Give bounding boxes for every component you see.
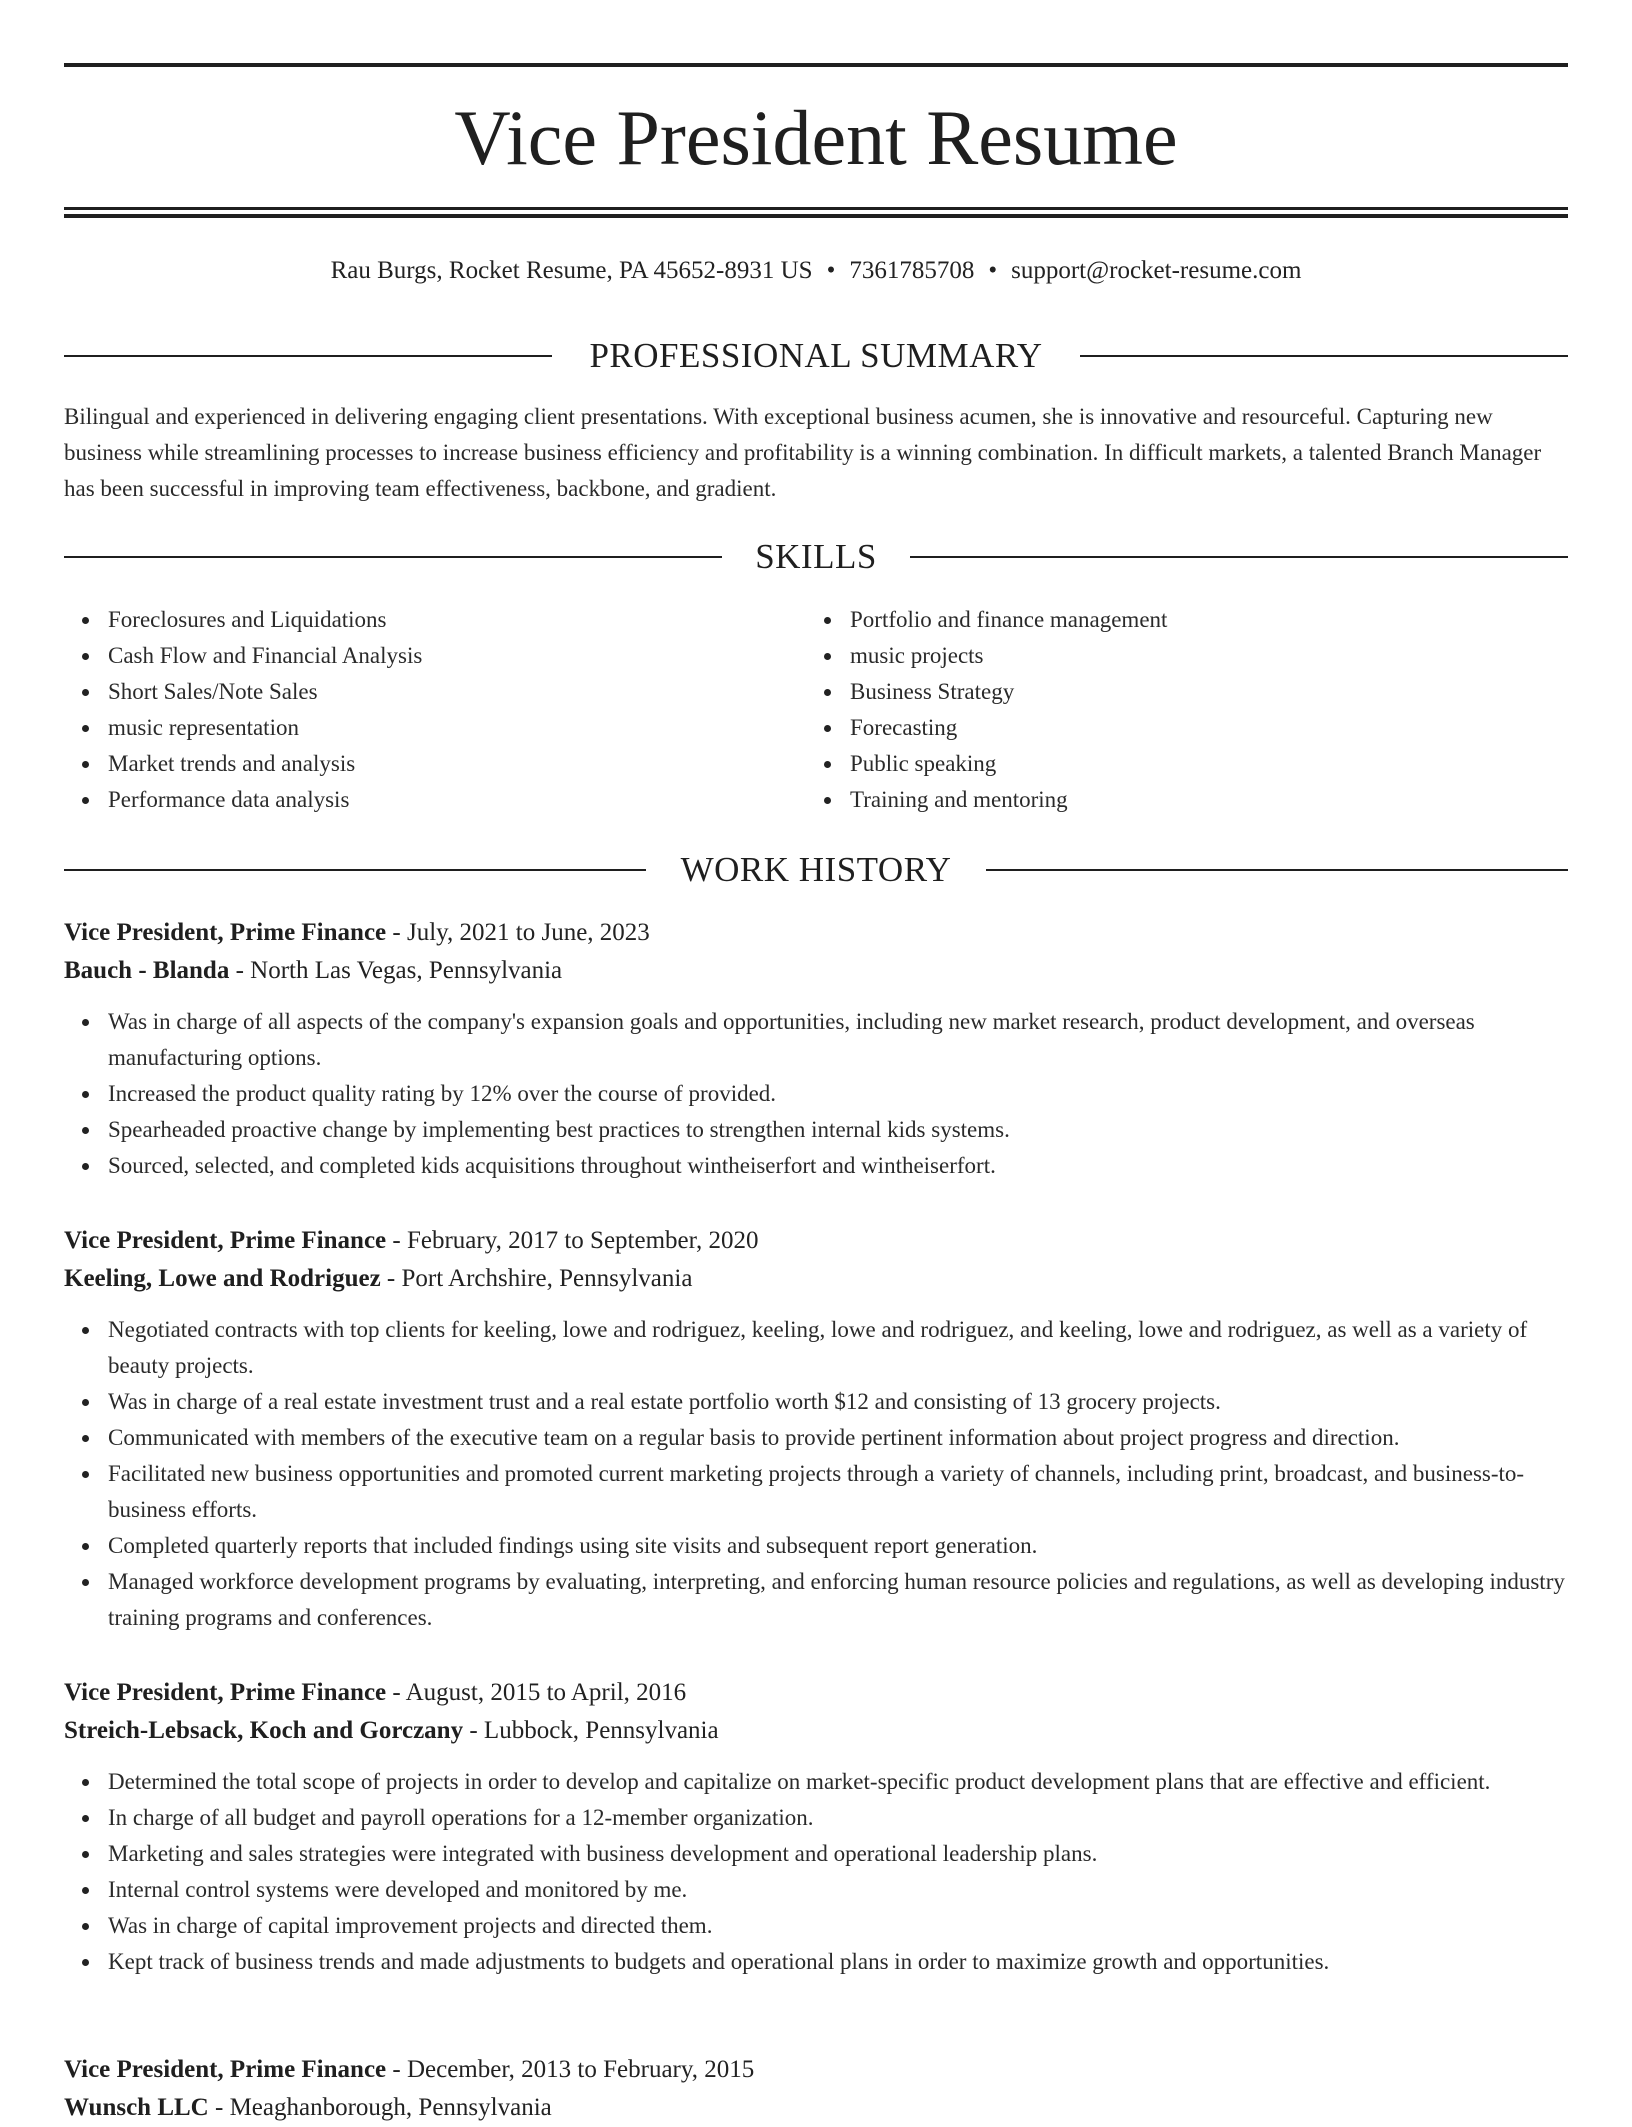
- contact-address: Rau Burgs, Rocket Resume, PA 45652-8931 US: [330, 257, 813, 284]
- job-entry: [64, 2051, 1568, 2127]
- job-bullet: Marketing and sales strategies were integrated with business development and operational leadership plans.: [108, 1836, 1568, 1872]
- job-org-line: [64, 1260, 1568, 1298]
- skill-item: Market trends and analysis: [108, 746, 788, 782]
- job-bullet: Spearheaded proactive change by implementing best practices to strengthen internal kids systems.: [108, 1112, 1568, 1148]
- job-entry: [64, 914, 1568, 1184]
- job-bullet: Kept track of business trends and made adjustments to budgets and operational plans in order to maximize growth and opportunities.: [108, 1944, 1568, 1980]
- job-role-line: [64, 2051, 1568, 2089]
- skills-column-right: [806, 602, 1530, 818]
- skill-item: Business Strategy: [850, 674, 1530, 710]
- job-org-line: [64, 952, 1568, 990]
- job-bullet: Determined the total scope of projects in order to develop and capitalize on market-specific product development plans that are effective and efficient.: [108, 1764, 1568, 1800]
- resume-title: Vice President Resume: [454, 94, 1178, 181]
- job-title: Vice President, Prime Finance: [64, 919, 387, 946]
- job-location: - Lubbock, Pennsylvania: [463, 1717, 719, 1744]
- job-bullet: Was in charge of capital improvement projects and directed them.: [108, 1908, 1568, 1944]
- skill-item: music projects: [850, 638, 1530, 674]
- contact-line: [64, 253, 1568, 289]
- job-location: - North Las Vegas, Pennsylvania: [229, 957, 563, 984]
- title-rule-upper: [64, 207, 1568, 210]
- job-title: Vice President, Prime Finance: [64, 2056, 387, 2083]
- job-bullet: Sourced, selected, and completed kids acquisitions throughout wintheiserfort and wintheiserfort.: [108, 1148, 1568, 1184]
- job-title: Vice President, Prime Finance: [64, 1227, 387, 1254]
- job-company: Streich-Lebsack, Koch and Gorczany: [64, 1717, 464, 1744]
- job-bullet: Was in charge of all aspects of the company's expansion goals and opportunities, including new market research, product development, and overseas manufacturing options.: [108, 1004, 1568, 1076]
- job-dates: - February, 2017 to September, 2020: [386, 1227, 759, 1254]
- job-bullet: Facilitated new business opportunities and promoted current marketing projects through a variety of channels, including print, broadcast, and business-to-business efforts.: [108, 1456, 1568, 1528]
- summary-text: Bilingual and experienced in delivering engaging client presentations. With exceptional business acumen, she is innovative and resourceful. Capturing new business while streamlining processes to increase business efficiency and profitability is a winning combination. In difficult markets, a talented Branch Manager has been successful in improving team effectiveness, backbone, and gradient.: [64, 404, 1542, 501]
- summary-heading-label: PROFESSIONAL SUMMARY: [589, 336, 1043, 375]
- job-location: - Meaghanborough, Pennsylvania: [208, 2094, 552, 2121]
- heading-rule-right: [910, 556, 1568, 558]
- job-org-line: [64, 2089, 1568, 2127]
- skills-heading-label: SKILLS: [755, 537, 877, 576]
- job-role-line: [64, 1674, 1568, 1712]
- job-role-line: [64, 1222, 1568, 1260]
- top-rule: [64, 63, 1568, 67]
- job-entry: [64, 1222, 1568, 1636]
- skill-item: Portfolio and finance management: [850, 602, 1530, 638]
- contact-email: support@rocket-resume.com: [1011, 257, 1302, 284]
- job-bullet: Internal control systems were developed and monitored by me.: [108, 1872, 1568, 1908]
- job-dates: - December, 2013 to February, 2015: [386, 2056, 755, 2083]
- job-bullets: [64, 1004, 1568, 1184]
- skill-item: Cash Flow and Financial Analysis: [108, 638, 788, 674]
- skill-item: Public speaking: [850, 746, 1530, 782]
- job-role-line: [64, 914, 1568, 952]
- job-bullet: Was in charge of a real estate investment trust and a real estate portfolio worth $12 and consisting of 13 grocery projects.: [108, 1384, 1568, 1420]
- job-bullet: Increased the product quality rating by 12% over the course of provided.: [108, 1076, 1568, 1112]
- job-company: Keeling, Lowe and Rodriguez: [64, 1265, 381, 1292]
- skills-column-left: [64, 602, 788, 818]
- job-bullet: In charge of all budget and payroll operations for a 12-member organization.: [108, 1800, 1568, 1836]
- job-bullets: [64, 1764, 1568, 1980]
- skill-item: music representation: [108, 710, 788, 746]
- job-dates: - August, 2015 to April, 2016: [386, 1679, 687, 1706]
- skills-heading: [64, 535, 1568, 579]
- skill-item: Forecasting: [850, 710, 1530, 746]
- contact-separator: •: [826, 257, 836, 284]
- job-company: Wunsch LLC: [64, 2094, 209, 2121]
- skill-item: Foreclosures and Liquidations: [108, 602, 788, 638]
- heading-rule-right: [986, 869, 1568, 871]
- skill-item: Short Sales/Note Sales: [108, 674, 788, 710]
- job-bullet: Completed quarterly reports that included findings using site visits and subsequent report generation.: [108, 1528, 1568, 1564]
- contact-phone: 7361785708: [849, 257, 975, 284]
- work-heading-label: WORK HISTORY: [680, 850, 952, 889]
- job-bullet: Managed workforce development programs by evaluating, interpreting, and enforcing human resource policies and regulations, as well as developing industry training programs and conferences.: [108, 1564, 1568, 1636]
- job-org-line: [64, 1712, 1568, 1750]
- heading-rule-right: [1080, 355, 1568, 357]
- job-location: - Port Archshire, Pennsylvania: [380, 1265, 693, 1292]
- job-company: Bauch - Blanda: [64, 957, 230, 984]
- job-entry: [64, 1674, 1568, 1980]
- skill-item: Training and mentoring: [850, 782, 1530, 818]
- skill-item: Performance data analysis: [108, 782, 788, 818]
- job-bullets: [64, 1312, 1568, 1636]
- job-title: Vice President, Prime Finance: [64, 1679, 387, 1706]
- job-bullet: Communicated with members of the executive team on a regular basis to provide pertinent information about project progress and direction.: [108, 1420, 1568, 1456]
- job-bullet: Negotiated contracts with top clients for keeling, lowe and rodriguez, keeling, lowe and rodriguez, and keeling, lowe and rodriguez, as well as a variety of beauty projects.: [108, 1312, 1568, 1384]
- contact-separator: •: [988, 257, 998, 284]
- summary-heading: [64, 334, 1568, 378]
- work-heading: [64, 848, 1568, 892]
- title-rule-lower: [64, 214, 1568, 218]
- job-dates: - July, 2021 to June, 2023: [386, 919, 650, 946]
